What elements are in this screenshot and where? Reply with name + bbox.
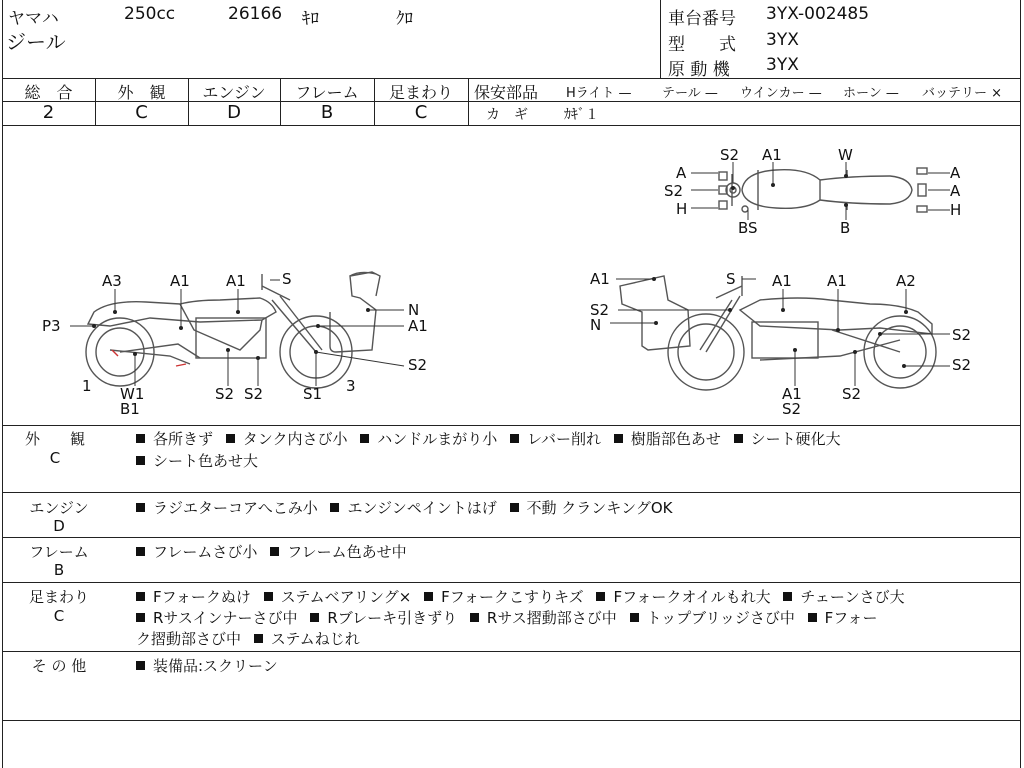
frame-no-label: 車台番号 <box>668 9 736 29</box>
diagram-label: S2 <box>952 356 972 374</box>
diagram-label: H <box>950 201 962 219</box>
remarks-exterior-grade: C <box>49 449 61 467</box>
diagram-label: S2 <box>590 301 610 319</box>
diagram-label: A <box>950 164 961 182</box>
diagram-label: S <box>726 270 736 288</box>
remark-item: Fフォークぬけ ステムベアリング× Fフォークこすりキズ Fフォークオイルもれ大 チェーンさび大 <box>136 586 905 607</box>
model-name: ジール <box>6 30 66 54</box>
diagram-label: A <box>676 164 687 182</box>
remark-item: Rサスインナーさび中 Rブレーキ引きずり Rサス摺動部さび中 トップブリッジさび中 Fフォー <box>136 607 878 628</box>
remark-item: ラジエターコアへこみ小 エンジンペイントはげ 不動 クランキングOK <box>136 497 673 518</box>
remarks-suspension-label: 足まわり <box>28 588 89 606</box>
mileage-unit: ｷﾛ <box>302 9 319 29</box>
frame-no: 3YX-002485 <box>766 4 870 24</box>
diagram-label: S2 <box>842 385 862 403</box>
mileage: 26166 <box>228 4 283 24</box>
diagram-label: A1 <box>170 272 190 290</box>
diagram-label: S2 <box>952 326 972 344</box>
diagram-label: B <box>840 219 851 237</box>
grade-suspension-value: C <box>414 102 428 123</box>
remarks-engine-label: エンジン <box>29 499 89 517</box>
diagram-label: S <box>282 270 292 288</box>
grade-overall-label: 総 合 <box>24 83 73 102</box>
diagram-label: H <box>676 200 688 218</box>
diagram-label: B1 <box>120 400 140 418</box>
remarks-other-label: そ の 他 <box>31 657 87 675</box>
safety-winker: ウインカー — <box>740 86 822 101</box>
remarks-frame-grade: B <box>53 561 65 579</box>
diagram-label: A <box>950 182 961 200</box>
diagram-label: A1 <box>827 272 847 290</box>
grade-overall-value: 2 <box>42 102 55 123</box>
remark-item: 各所きず タンク内さび小 ハンドルまがり小 レバー削れ 樹脂部色あせ シート硬化大 <box>136 428 841 449</box>
diagram-label: S2 <box>215 385 235 403</box>
remark-item: フレームさび小 フレーム色あせ中 <box>136 541 407 562</box>
diagram-label: S2 <box>244 385 264 403</box>
diagram-label: A1 <box>590 270 610 288</box>
key-label: カ ギ <box>486 107 528 123</box>
diagram-label: S2 <box>408 356 428 374</box>
right-view-outline <box>620 276 936 390</box>
diagram-label: N <box>590 316 602 334</box>
engine-value: 3YX <box>766 55 799 75</box>
diagram-label: A1 <box>782 385 802 403</box>
key-value: ｶｷﾞ１ <box>564 107 599 123</box>
grade-exterior-label: 外 観 <box>117 83 166 102</box>
remarks-engine-grade: D <box>53 517 65 535</box>
safety-horn: ホーン — <box>843 86 899 101</box>
remark-item: 装備品:スクリーン <box>136 655 278 676</box>
diagram-label: S2 <box>664 182 684 200</box>
type-label: 型 式 <box>668 35 736 55</box>
diagram-label: A1 <box>772 272 792 290</box>
diagram-label: A1 <box>408 317 428 335</box>
top-view-outline <box>719 168 927 212</box>
diagram-label: A1 <box>762 146 782 164</box>
maker-name: ヤマハ <box>8 9 59 29</box>
remark-item: シート色あせ大 <box>136 450 258 471</box>
safety-battery: バッテリー × <box>922 86 1003 101</box>
diagram-label: 1 <box>82 377 92 395</box>
remark-item: ク摺動部さび中 ステムねじれ <box>136 630 360 648</box>
displacement: 250cc <box>124 4 176 24</box>
body-color: ｸﾛ <box>396 9 413 29</box>
diagram-label: N <box>408 301 420 319</box>
diagram-label: S2 <box>782 400 802 418</box>
type-value: 3YX <box>766 30 799 50</box>
remarks-exterior-label: 外 観 <box>24 430 85 448</box>
diagram-label: P3 <box>42 317 61 335</box>
grade-suspension-label: 足まわり <box>388 83 453 102</box>
diagram-label: W1 <box>120 385 145 403</box>
grade-engine-label: エンジン <box>202 83 266 102</box>
diagram-label: S1 <box>303 385 323 403</box>
diagram-label: BS <box>738 219 758 237</box>
diagram-label: A1 <box>226 272 246 290</box>
diagram-label: S2 <box>720 146 740 164</box>
safety-title: 保安部品 <box>474 83 539 102</box>
grade-frame-label: フレーム <box>295 83 359 102</box>
diagram-label: A3 <box>102 272 122 290</box>
engine-label: 原 動 機 <box>668 60 730 80</box>
remarks-suspension-grade: C <box>53 607 65 625</box>
grade-engine-value: D <box>227 102 241 123</box>
grade-exterior-value: C <box>135 102 148 123</box>
diagram-label: A2 <box>896 272 916 290</box>
grade-frame-value: B <box>320 102 334 123</box>
diagram-label: 3 <box>346 377 356 395</box>
remarks-frame-label: フレーム <box>29 543 89 561</box>
safety-taillight: テール — <box>662 86 718 101</box>
safety-headlight: Hライト — <box>566 86 632 101</box>
diagram-label: W <box>838 146 853 164</box>
